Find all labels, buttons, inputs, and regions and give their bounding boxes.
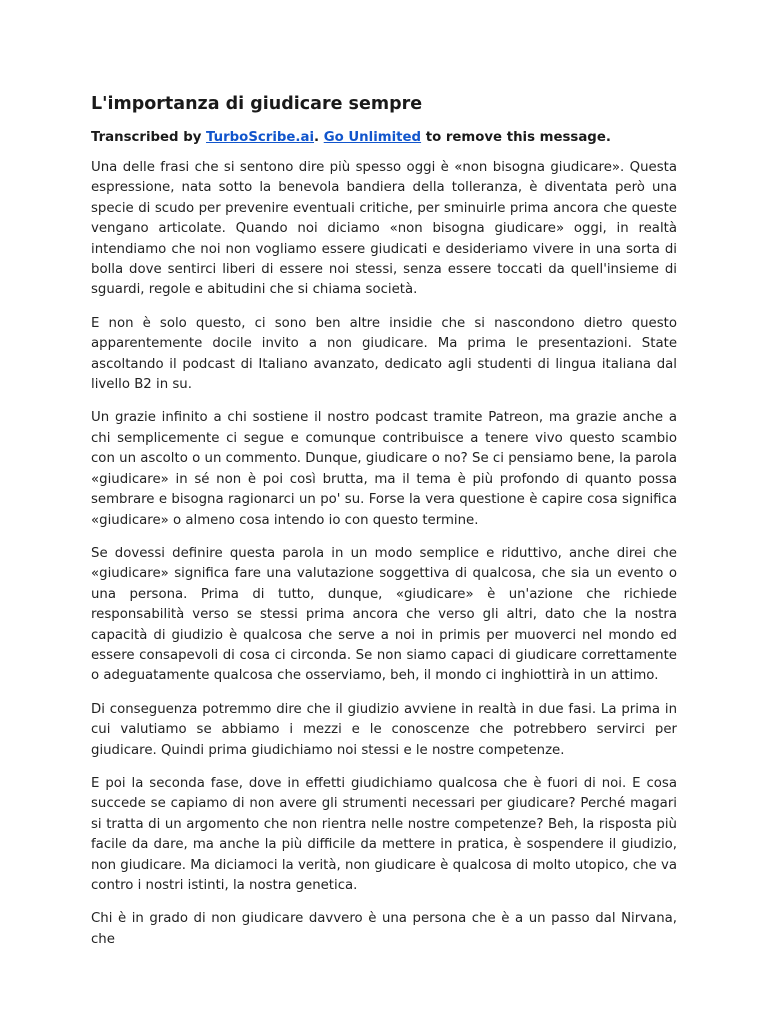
paragraph: Chi è in grado di non giudicare davvero è una persona che è a un passo dal Nirvana, che [91, 911, 677, 947]
turboscribe-link[interactable]: TurboScribe.ai [206, 130, 315, 145]
transcription-notice [91, 128, 677, 148]
transcription-suffix: to remove this message. [421, 130, 611, 145]
paragraph: Di conseguenza potremmo dire che il giudizio avviene in realtà in due fasi. La prima in cui valutiamo se abbiamo i mezzi e le conoscenze che potrebbero servirci per giudicare. Quindi prima giudichiamo noi stessi e le nostre competenze. [91, 701, 677, 758]
transcription-prefix: Transcribed by [91, 130, 207, 145]
paragraph: Un grazie infinito a chi sostiene il nostro podcast tramite Patreon, ma grazie anche a chi semplicemente ci segue e comunque contribuisce a tenere vivo questo scambio con un ascolto o un commento. Dunque, giudicare o no? Se ci pensiamo bene, la parola «giudicare» in sé non è poi così brutta, ma il tema è più profondo di quanto possa sembrare e bisogna ragionarci un po' su. Forse la vera questione è capire cosa significa «giudicare» o almeno cosa intendo io con questo termine. [91, 410, 677, 528]
document-page [91, 92, 677, 963]
paragraph: Se dovessi definire questa parola in un modo semplice e riduttivo, anche direi che «giudicare» significa fare una valutazione soggettiva di qualcosa, che sia un evento o una persona. Prima di tutto, dunque, «giudicare» è un'azione che richiede responsabilità verso se stessi prima ancora che verso gli altri, dato che la nostra capacità di giudizio è qualcosa che serve a noi in primis per muoverci nel mondo ed essere consapevoli di cosa ci circonda. Se non siamo capaci di giudicare correttamente o adeguatamente qualcosa che osserviamo, beh, il mondo ci inghiottirà in un attimo. [91, 545, 677, 684]
paragraph: E non è solo questo, ci sono ben altre insidie che si nascondono dietro questo apparentemente docile invito a non giudicare. Ma prima le presentazioni. State ascoltando il podcast di Italiano avanzato, dedicato agli studenti di lingua italiana dal livello B2 in su. [91, 315, 677, 393]
paragraph: Una delle frasi che si sentono dire più spesso oggi è «non bisogna giudicare». Questa espressione, nata sotto la benevola bandiera della tolleranza, è diventata però una specie di scudo per prevenire eventuali critiche, per sminuirle prima ancora che queste vengano articolate. Quando noi diciamo «non bisogna giudicare» oggi, in realtà intendiamo che noi non vogliamo essere giudicati e desideriamo vivere in una sorta di bolla dove sentirci liberi di essere noi stessi, senza essere toccati da quell'insieme di sguardi, regole e abitudini che si chiama società. [91, 160, 677, 298]
transcription-separator: . [314, 130, 324, 145]
paragraph: E poi la seconda fase, dove in effetti giudichiamo qualcosa che è fuori di noi. E cosa succede se capiamo di non avere gli strumenti necessari per giudicare? Perché magari si tratta di un argomento che non rientra nelle nostre competenze? Beh, la risposta più facile da dare, ma anche la più difficile da mettere in pratica, è sospendere il giudizio, non giudicare. Ma diciamoci la verità, non giudicare è qualcosa di molto utopico, che va contro i nostri istinti, la nostra genetica. [91, 775, 677, 893]
go-unlimited-link[interactable]: Go Unlimited [323, 130, 422, 145]
document-title: L'importanza di giudicare sempre [91, 94, 423, 114]
